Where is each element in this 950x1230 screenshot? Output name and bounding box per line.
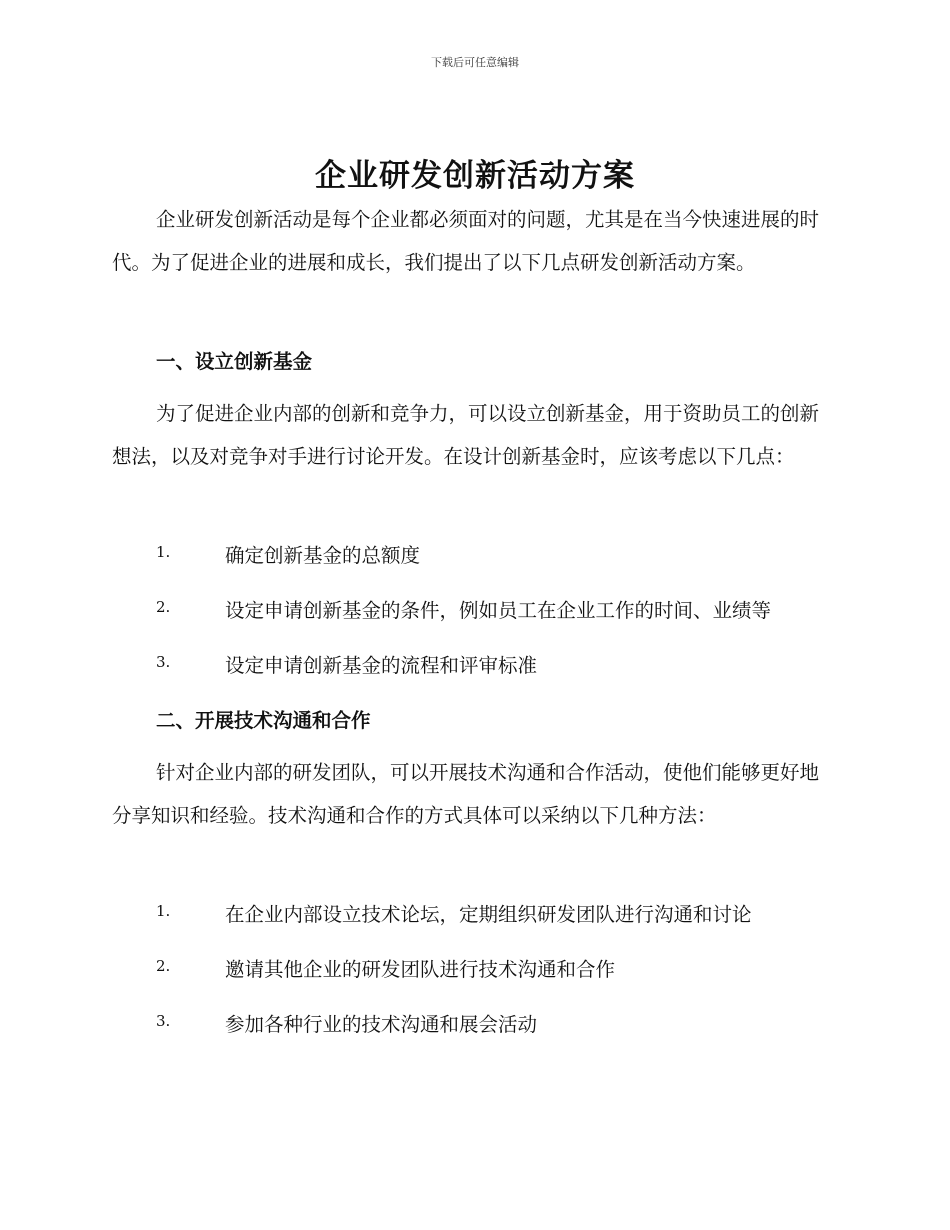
list-text: 设定申请创新基金的流程和评审标准 bbox=[225, 654, 538, 677]
list-text: 在企业内部设立技术论坛，定期组织研发团队进行沟通和讨论 bbox=[225, 903, 752, 926]
list-number: 3. bbox=[156, 1012, 171, 1030]
section1-heading: 一、设立创新基金 bbox=[156, 350, 313, 373]
list-text: 参加各种行业的技术沟通和展会活动 bbox=[225, 1013, 538, 1036]
header-note: 下载后可任意编辑 bbox=[431, 56, 519, 69]
list-text: 邀请其他企业的研发团队进行技术沟通和合作 bbox=[225, 958, 616, 981]
list-text: 确定创新基金的总额度 bbox=[225, 544, 421, 567]
list-number: 2. bbox=[156, 957, 171, 975]
section1-paragraph: 为了促进企业内部的创新和竞争力，可以设立创新基金，用于资助员工的创新想法，以及对竞争对手进行讨论开发。在设计创新基金时，应该考虑以下几点： bbox=[112, 402, 820, 468]
list-number: 2. bbox=[156, 598, 171, 616]
list-number: 3. bbox=[156, 653, 171, 671]
list-number: 1. bbox=[156, 543, 171, 561]
document-title: 企业研发创新活动方案 bbox=[315, 158, 635, 194]
intro-paragraph: 企业研发创新活动是每个企业都必须面对的问题，尤其是在当今快速进展的时代。为了促进企业的进展和成长，我们提出了以下几点研发创新活动方案。 bbox=[112, 208, 820, 274]
section2-paragraph: 针对企业内部的研发团队，可以开展技术沟通和合作活动，使他们能够更好地分享知识和经验。技术沟通和合作的方式具体可以采纳以下几种方法： bbox=[112, 761, 820, 827]
section2-heading: 二、开展技术沟通和合作 bbox=[156, 709, 371, 732]
list-text: 设定申请创新基金的条件，例如员工在企业工作的时间、业绩等 bbox=[225, 599, 772, 622]
list-number: 1. bbox=[156, 902, 171, 920]
